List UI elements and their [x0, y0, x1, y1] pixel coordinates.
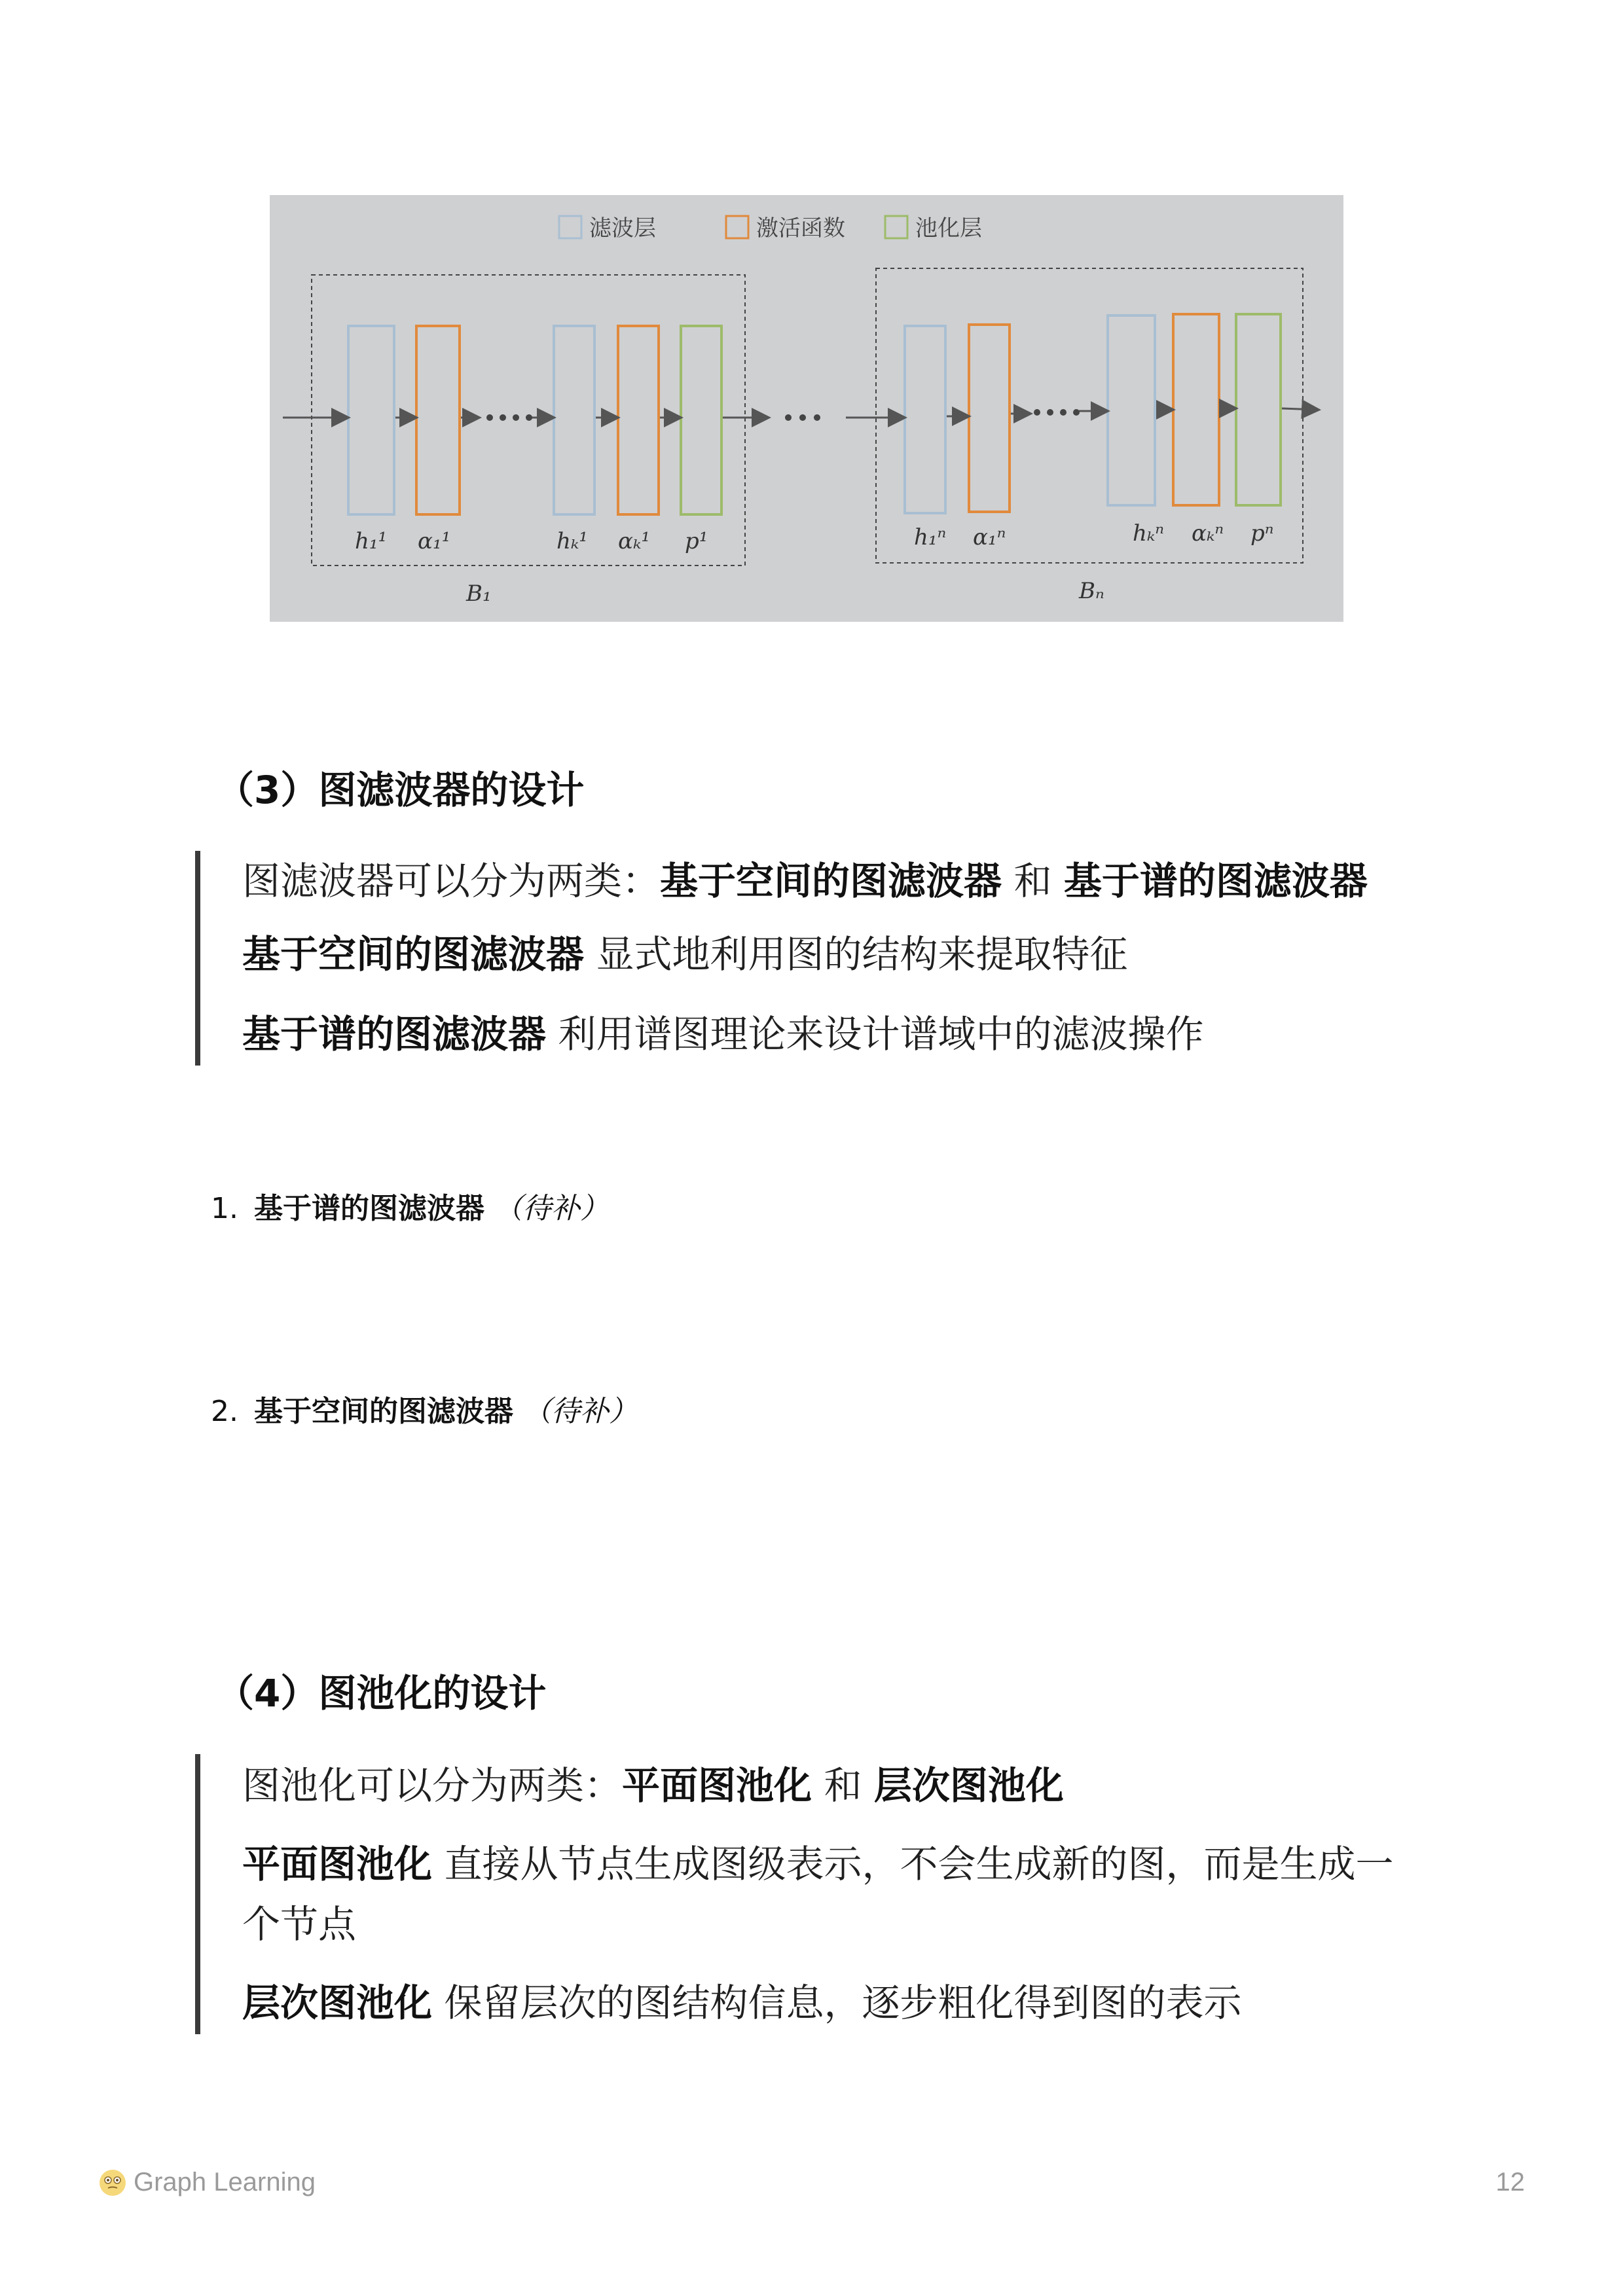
label-hkn: hₖⁿ [1133, 520, 1165, 547]
section4-heading: （4）图池化的设计 [216, 1671, 547, 1715]
list-item: 2. 基于空间的图滤波器 （待补） [211, 1395, 638, 1428]
section4-quote-line-3: 层次图池化 保留层次的图结构信息，逐步粗化得到图的表示 [242, 1981, 1242, 2025]
section3-quote-line-1: 图滤波器可以分为两类：基于空间的图滤波器 和 基于谱的图滤波器 [242, 859, 1368, 903]
gnn-architecture-figure [270, 195, 1343, 622]
label-p1: p¹ [685, 528, 708, 554]
section4-quote-line-1: 图池化可以分为两类：平面图池化 和 层次图池化 [242, 1763, 1064, 1808]
bn-activation-1 [969, 325, 1010, 512]
b1-filter-layer-k [554, 326, 594, 514]
footer-title-text: Graph Learning [134, 2168, 316, 2197]
legend-pooling-label: 池化层 [915, 215, 982, 242]
bn-filter-layer-1 [905, 326, 945, 513]
label-a1n: α₁ⁿ [973, 524, 1006, 550]
bn-filter-layer-k [1108, 315, 1155, 505]
label-akn: αₖⁿ [1192, 520, 1224, 547]
label-a11: α₁¹ [418, 528, 451, 554]
page-number: 12 [1495, 2168, 1525, 2197]
legend-filter-label: 滤波层 [589, 215, 656, 242]
section4-quote-line-2: 平面图池化 直接从节点生成图级表示，不会生成新的图，而是生成一个节点 [242, 1842, 1394, 1946]
label-pn: pⁿ [1250, 520, 1274, 547]
section3-heading: （3）图滤波器的设计 [216, 768, 585, 812]
legend-pooling-swatch [885, 216, 907, 238]
face-emoji-icon [98, 2168, 127, 2197]
bn-pooling [1236, 314, 1281, 505]
footer-title [98, 2168, 316, 2197]
label-hk1: hₖ¹ [556, 528, 588, 554]
legend-filter-swatch [559, 216, 581, 238]
label-block-b1: B₁ [466, 581, 492, 607]
b1-activation-1 [416, 326, 460, 514]
legend-activation-swatch [726, 216, 748, 238]
label-block-bn: Bₙ [1079, 578, 1104, 604]
section4-quote [195, 1754, 1413, 2034]
b1-activation-k [618, 326, 659, 514]
section3-quote-line-2: 基于空间的图滤波器 显式地利用图的结构来提取特征 [242, 932, 1128, 977]
block-bn-boundary [876, 268, 1303, 563]
label-h11: h₁¹ [355, 528, 388, 554]
list-item: 1. 基于谱的图滤波器 （待补） [211, 1192, 609, 1225]
label-h1n: h₁ⁿ [914, 524, 947, 550]
section3-quote [195, 851, 1413, 1066]
b1-pooling [681, 326, 721, 514]
legend-activation-label: 激活函数 [756, 215, 845, 242]
section3-quote-line-3: 基于谱的图滤波器 利用谱图理论来设计谱域中的滤波操作 [242, 1012, 1204, 1056]
bn-activation-k [1173, 314, 1219, 505]
figure-legend [559, 215, 982, 242]
ellipsis-dots [486, 409, 1080, 421]
label-ak1: αₖ¹ [618, 528, 650, 554]
b1-filter-layer-1 [348, 326, 394, 514]
